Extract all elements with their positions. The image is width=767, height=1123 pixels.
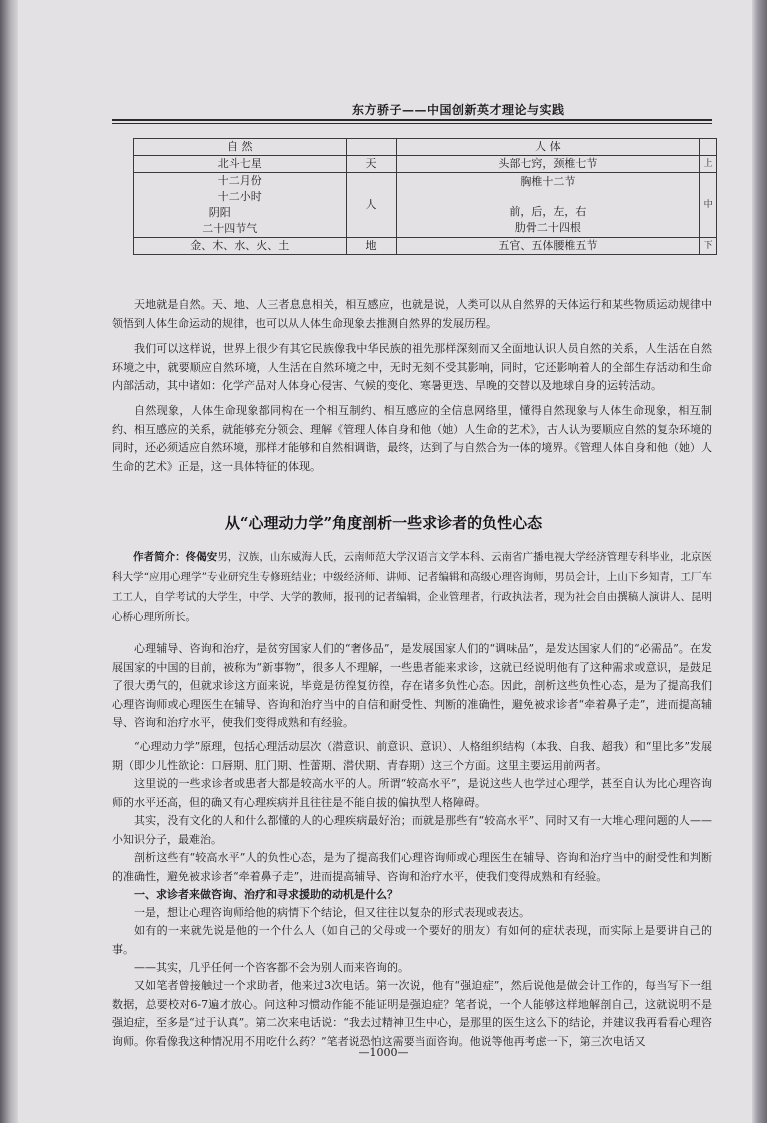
table-cell-pos: 中: [700, 173, 717, 238]
header-rule: [112, 119, 712, 121]
nature-item: 阴阳: [208, 206, 231, 219]
paragraph: “心理动力学”原理，包括心理活动层次（潜意识、前意识、意识）、人格组织结构（本我、自我、超我）和“里比多”发展期（即少儿性欲论：口唇期、肛门期、性蕾期、潜伏期、青春期）这三个方面。这里主要运用前两者。: [112, 740, 712, 772]
author-text: 男，汉族，山东威海人氏，云南师范大学汉语言文学本科、云南省广播电视大学经济管理专科毕业，北京医科大学“应用心理学”专业研究生专修班结业；中级经济师、讲师、记者编辑和高级心理咨询师，男员会计，上山下乡知青，工厂车工工人，自学考试的大学生，中学、大学的教师，报刊的记者编辑，企业管理者，行政执法者，现为社会自由撰稿人演讲人、昆明心桥心理所所长。: [112, 551, 713, 623]
paragraph: 我们可以这样说，世界上很少有其它民族像我中华民族的祖先那样深刻而又全面地认识人员自然的关系，人生活在自然环境之中，就要顺应自然环境，人生活在自然环境之中，无时无刻不受其影响，同时，它还影响着人的全部生存活动和生命内部活动，其中诸如：化学产品对人体身心侵害、气候的变化、寒暑更迭、旱晚的交替以及地球自身的运转活动。: [112, 342, 712, 392]
table-cell-human: 头部七窍，颈椎七节: [396, 156, 700, 173]
table-header-blank: [346, 139, 396, 156]
nature-item: 十二小时: [217, 190, 262, 203]
paragraph: 天地就是自然。天、地、人三者息息相关，相互感应，也就是说，人类可以从自然界的天体运行和某些物质运动规律中领悟到人体生命运动的规律，也可以从人体生命现象去推测自然界的发展历程。: [112, 298, 712, 330]
article-title: 从“心理动力学”角度剖析一些求诊者的负性心态: [224, 514, 543, 532]
table-header-pos: [700, 139, 717, 156]
table-cell-pos: 下: [700, 238, 717, 255]
author-bio: [112, 547, 712, 627]
table-cell-pos: 上: [700, 156, 717, 173]
human-item: 胸椎十二节: [520, 175, 576, 188]
nature-body-table: [133, 138, 717, 255]
table-cell-nature: 北斗七星: [134, 156, 347, 173]
nature-item: 十二月份: [217, 174, 262, 187]
table-cell-mid: 天: [346, 156, 396, 173]
paragraph: 心理辅导、咨询和治疗，是贫穷国家人们的“奢侈品”，是发展国家人们的“调味品”，是发达国家人们的“必需品”。在发展国家的中国的目前，被称为“新事物”，很多人不理解，一些患者能来求诊，这就已经说明他有了这种需求或意识，是鼓足了很大勇气的，但就求诊这方面来说，毕竟是彷徨复彷徨，存在诸多负性心态。因此，剖析这些负性心态，是为了提高我们心理咨询师或心理医生在辅导、咨询和治疗当中的自信和耐受性、判断的准确性，避免被求诊者“牵着鼻子走”，进而提高辅导、咨询和治疗水平，使我们变得成熟和有经验。: [112, 642, 712, 729]
author-name: 佟偈安: [185, 551, 218, 563]
paragraph: 自然现象，人体生命现象都同构在一个相互制约、相互感应的全信息网络里，懂得自然现象与人体生命现象，相互制约、相互感应的关系，就能够充分领会、理解《管理人体自身和他（她）人生命的艺术》，古人认为要顺应自然的复杂环境的同时，还必须适应自然环境，那样才能够和自然相调谐，最终，达到了与自然合为一体的境界。《管理人体自身和他（她）人生命的艺术》正是，这一具体特征的体现。: [112, 404, 712, 473]
table-row: [134, 173, 717, 238]
table-cell-human: 五官、五体腰椎五节: [396, 238, 700, 255]
paragraph: 又如笔者曾接触过一个求助者，他来过3次电话。第一次说，他有“强迫症”，然后说他是做会计工作的，每当写下一组数据，总要校对6-7遍才放心。问这种习惯动作能不能证明是强迫症？笔者说，一个人能够这样地解剖自己，这就说明不是强迫症，至多是“过于认真”。第二次来电话说：“我去过精神卫生中心，是那里的医生这么下的结论，并建议我再看看心理咨询师。你看像我这种情况用不用吃什么药？”笔者说恐怕这需要当面咨询。他说等他再考虑一下，第三次电话又: [112, 979, 712, 1048]
author-label: 作者简介：: [133, 551, 186, 563]
table-row: [134, 238, 717, 255]
header-rule-thin: [112, 123, 712, 124]
paragraph: 其实，没有文化的人和什么都懂的人的心理疾病最好治；而就是那些有“较高水平”、同时又有一大堆心理问题的人——小知识分子，最难治。: [112, 814, 712, 846]
running-head: 东方骄子——中国创新英才理论与实践: [352, 103, 565, 117]
paragraph: 如有的一来就先说是他的一个什么人（如自己的父母或一个要好的朋友）有如何的症状表现，而实际上是要讲自己的事。: [112, 924, 712, 956]
table-header-row: [134, 139, 717, 156]
table-cell-mid: 地: [346, 238, 396, 255]
human-item: 前，后，左，右: [509, 205, 587, 218]
paragraph: ——其实，几乎任何一个咨客都不会为别人而来咨询的。: [134, 961, 409, 974]
human-item: 肋骨二十四根: [514, 221, 581, 234]
page-number: —1000—: [358, 1046, 409, 1059]
paragraph: 剖析这些有“较高水平”人的负性心态，是为了提高我们心理咨询师或心理医生在辅导、咨询和治疗当中的耐受性和判断的准确性，避免被求诊者“牵着鼻子走”，进而提高辅导、咨询和治疗水平，使我们变得成熟和有经验。: [112, 851, 712, 883]
paragraph: 一是，想让心理咨询师给他的病情下个结论，但又往往以复杂的形式表现或表达。: [134, 906, 530, 919]
nature-item: 二十四节气: [202, 222, 258, 235]
table-cell-nature: [134, 173, 347, 238]
table-header-human: 人 体: [396, 139, 700, 156]
paragraph: 这里说的一些求诊者或患者大都是较高水平的人。所谓“较高水平”，是说这些人也学过心理学，甚至自认为比心理咨询师的水平还高，但的确又有心理疾病并且往往是不能自拔的偏执型人格障碍。: [112, 777, 712, 809]
table-cell-nature: 金、木、水、火、土: [134, 238, 347, 255]
table-cell-mid: 人: [346, 173, 396, 238]
table-row: [134, 156, 717, 173]
section-heading: 一、求诊者来做咨询、治疗和寻求援助的动机是什么？: [134, 888, 398, 901]
table-header-nature: 自 然: [134, 139, 347, 156]
table-cell-human: [396, 173, 700, 238]
